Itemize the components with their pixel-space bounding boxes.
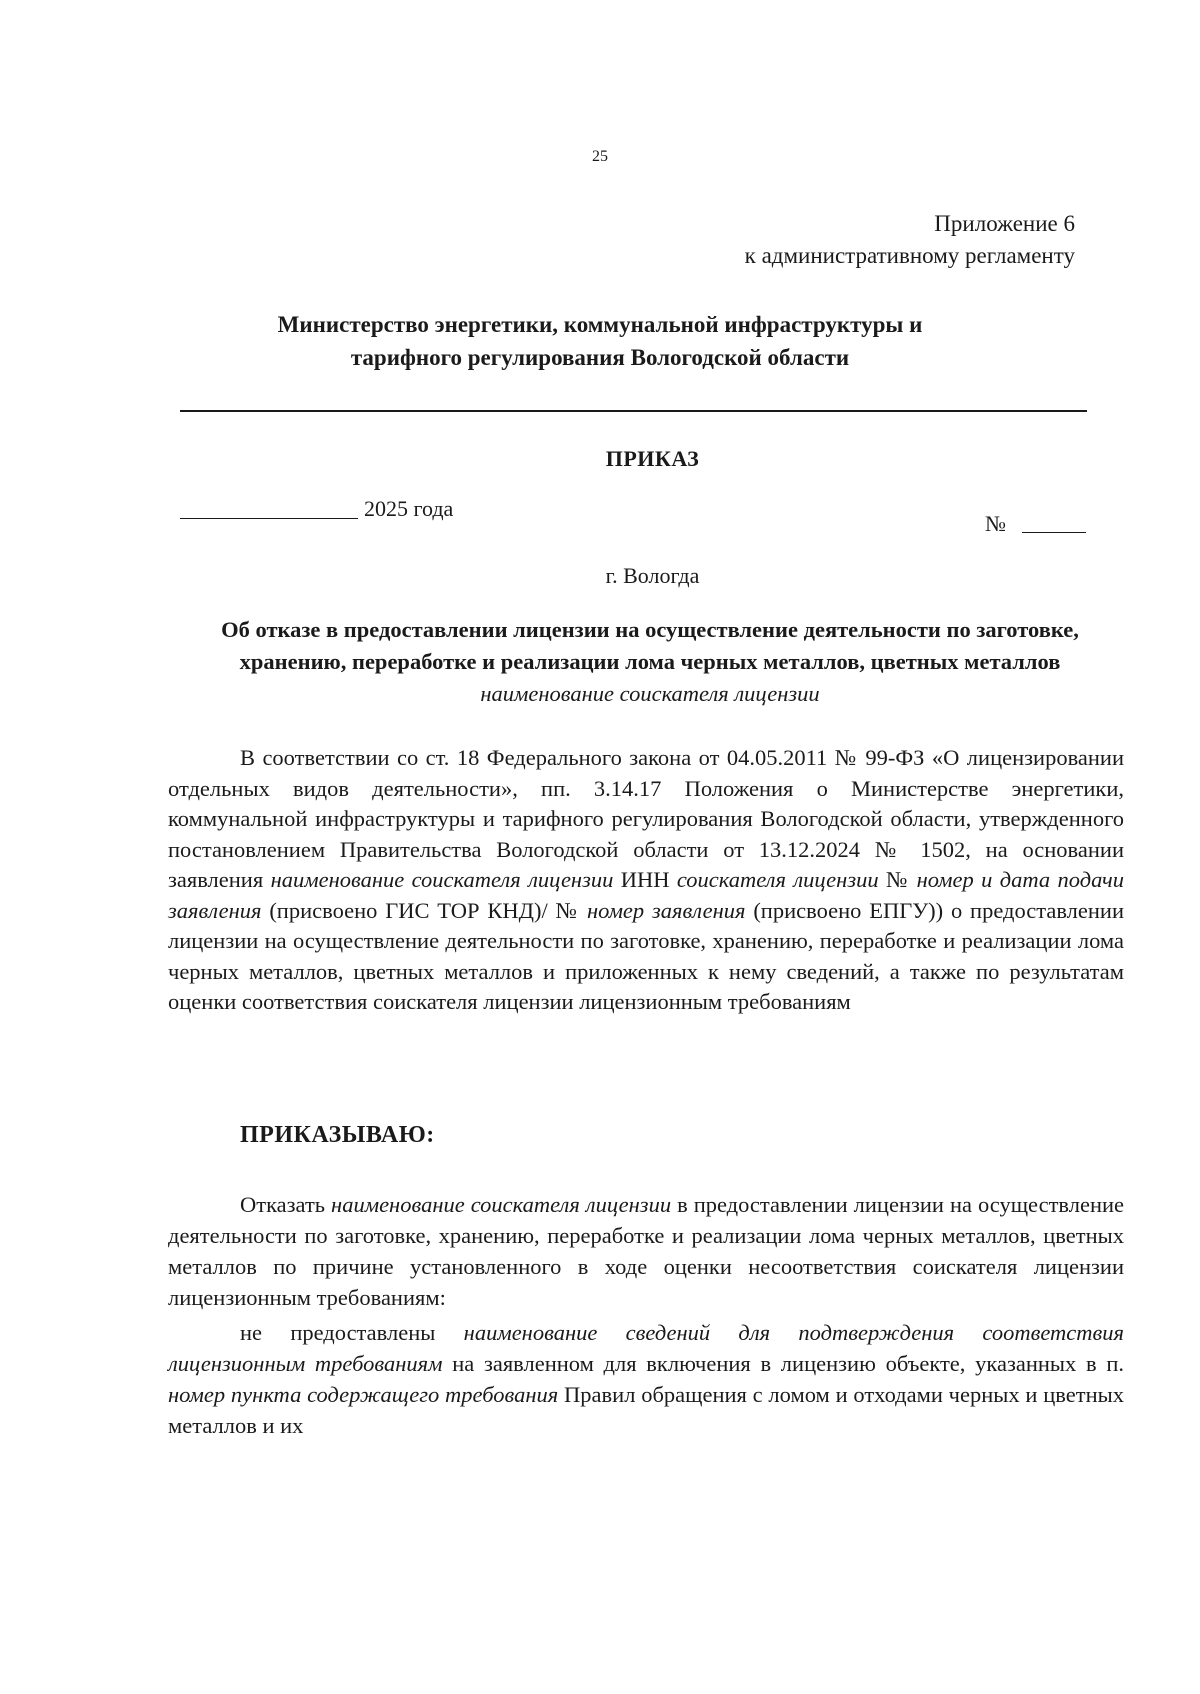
basis-number-sign: № <box>886 867 910 892</box>
decision-text-2: на заявленном для включения в лицензию объекте, указанных в п. <box>452 1351 1124 1376</box>
subject-applicant-placeholder: наименование соискателя лицензии <box>480 681 820 706</box>
date-blank-line <box>180 494 358 519</box>
decision-applicant-placeholder: наименование соискателя лицензии <box>331 1192 672 1217</box>
basis-text-2: (присвоено ГИС ТОР КНД)/ № <box>269 897 580 923</box>
decision-refuse-word: Отказать <box>240 1192 326 1217</box>
decision-text-1: в предоставлении лицензии на осуществление деятельности по заготовке, хранению, переработке и реализации лома черных металлов, цветных металлов по причине установленного в ходе оценки несоответствия соискателя лицензии лицензионным требованиям: <box>168 1192 1125 1310</box>
decision-clause-placeholder: номер пункта содержащего требования <box>168 1382 559 1407</box>
decision-not-provided: не предоставлены <box>240 1320 436 1345</box>
page-number: 25 <box>592 148 608 165</box>
appendix-note <box>745 208 1075 272</box>
order-subject <box>185 614 1115 710</box>
number-blank-line <box>1022 532 1086 533</box>
basis-application-date-placeholder: номер и дата подачи заявления <box>168 867 1125 923</box>
basis-text-3: (присвоено ЕПГУ)) о предоставлении лицензии на осуществление деятельности по заготовке, хранению, переработке и реализации лома черных металлов, цветных металлов и приложенных к нему сведений, а также по результатам оценки соответствия соискателя лицензии лицензионным требованиям <box>168 897 1125 1014</box>
basis-inn-placeholder: соискателя лицензии <box>676 867 879 892</box>
ministry-header <box>150 308 1050 374</box>
basis-application-number-placeholder: номер заявления <box>587 897 746 923</box>
order-title: ПРИКАЗ <box>605 446 700 471</box>
number-sign: № <box>985 511 1006 536</box>
basis-applicant-placeholder: наименование соискателя лицензии <box>270 867 614 892</box>
ministry-line-2: тарифного регулирования Вологодской области <box>350 345 850 370</box>
decision-info-placeholder: наименование сведений для подтверждения соответствия лицензионным требованиям <box>168 1320 1124 1376</box>
appendix-line-2: к административному регламенту <box>744 243 1075 268</box>
basis-paragraph <box>168 743 1124 1018</box>
basis-inn-label: ИНН <box>620 867 670 892</box>
decision-section <box>168 1189 1124 1441</box>
date-year: 2025 года <box>364 496 454 521</box>
decision-text-3: Правил обращения с ломом и отходами черных и цветных металлов и их <box>168 1382 1124 1438</box>
city: г. Вологда <box>605 563 700 588</box>
order-directive: ПРИКАЗЫВАЮ: <box>240 1122 435 1148</box>
ministry-line-1: Министерство энергетики, коммунальной инфраструктуры и <box>277 312 923 337</box>
header-divider <box>180 410 1087 412</box>
subject-bold-text: Об отказе в предоставлении лицензии на осуществление деятельности по заготовке, хранению, переработке и реализации лома черных металлов, цветных металлов <box>221 617 1079 674</box>
appendix-line-1: Приложение 6 <box>934 211 1075 236</box>
basis-text-1: В соответствии со ст. 18 Федерального закона от 04.05.2011 № 99-ФЗ «О лицензировании отдельных видов деятельности», пп. 3.14.17 Положения о Министерстве энергетики, коммунальной инфраструктуры и тарифного регулирования Вологодской области, утвержденного постановлением Правительства Вологодской области от 13.12.2024 № 1502, на основании заявления <box>168 745 1124 892</box>
